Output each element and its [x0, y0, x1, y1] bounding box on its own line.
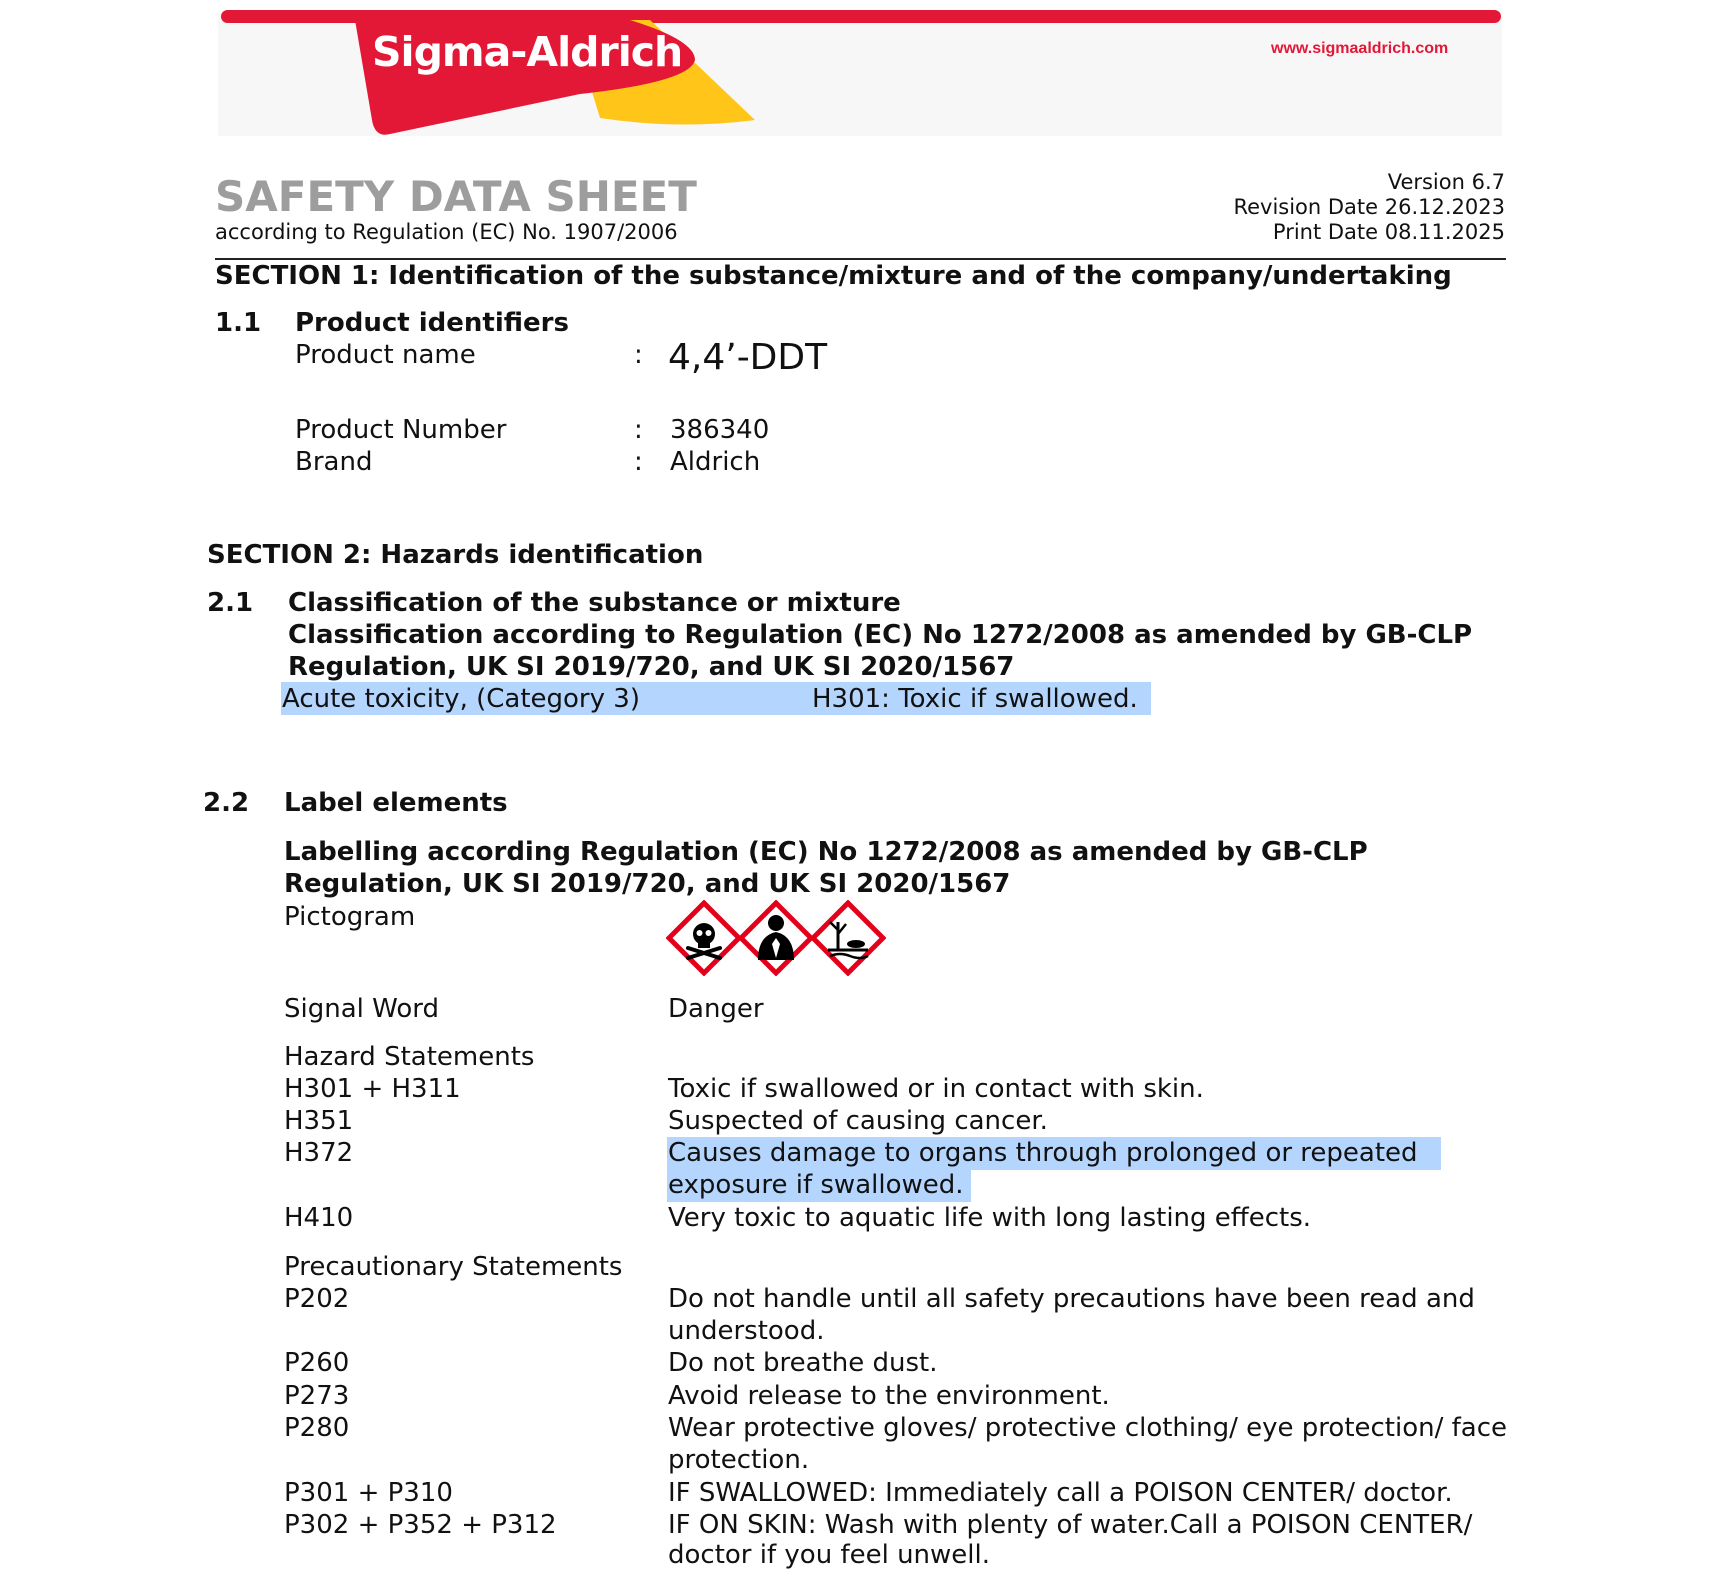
precaution-code: P260 [284, 1348, 350, 1378]
precaution-text: understood. [668, 1316, 825, 1346]
hazard-text: Toxic if swallowed or in contact with skin. [668, 1074, 1204, 1104]
signal-word-value: Danger [668, 994, 764, 1024]
section2-1-number: 2.1 [207, 588, 254, 618]
section2-1-title: Classification of the substance or mixture [288, 588, 901, 618]
hazard-code: H301 + H311 [284, 1074, 461, 1104]
precaution-text: Do not handle until all safety precautions have been read and [668, 1284, 1475, 1314]
hazard-text: exposure if swallowed. [668, 1170, 964, 1200]
pictogram-label: Pictogram [284, 902, 416, 932]
regulation-line: according to Regulation (EC) No. 1907/2006 [215, 220, 678, 244]
precaution-text: IF ON SKIN: Wash with plenty of water.Call a POISON CENTER/ [668, 1510, 1473, 1540]
section2-heading: SECTION 2: Hazards identification [207, 540, 704, 570]
section1-1-title: Product identifiers [295, 308, 569, 338]
precaution-text: Do not breathe dust. [668, 1348, 938, 1378]
header-divider [215, 258, 1506, 260]
section1-heading: SECTION 1: Identification of the substance/mixture and of the company/undertaking [215, 261, 1452, 291]
health-hazard-icon [738, 900, 814, 976]
product-name-value: 4,4’-DDT [668, 337, 828, 378]
print-date: Print Date 08.11.2025 [1272, 220, 1505, 244]
precaution-text: doctor if you feel unwell. [668, 1540, 991, 1570]
product-number-value: 386340 [670, 415, 770, 445]
product-number-colon: : [634, 415, 643, 445]
brand-colon: : [634, 447, 643, 477]
hazard-code: H410 [284, 1203, 354, 1233]
precaution-text: Avoid release to the environment. [668, 1381, 1110, 1411]
precautionary-statements-heading: Precautionary Statements [284, 1252, 623, 1282]
brand-value: Aldrich [670, 447, 761, 477]
classification-regulation-line2: Regulation, UK SI 2019/720, and UK SI 2020/1567 [288, 652, 1015, 682]
classification-label: Acute toxicity, (Category 3) [282, 684, 640, 714]
section1-1-number: 1.1 [215, 308, 262, 338]
precaution-code: P280 [284, 1413, 350, 1443]
precaution-text: protection. [668, 1445, 810, 1475]
signal-word-label: Signal Word [284, 994, 439, 1024]
hazard-text: Suspected of causing cancer. [668, 1106, 1048, 1136]
hazard-text: Very toxic to aquatic life with long lasting effects. [668, 1203, 1312, 1233]
environment-hazard-icon [810, 900, 886, 976]
section2-2-title: Label elements [284, 788, 508, 818]
brand-label: Brand [295, 447, 373, 477]
classification-regulation-line1: Classification according to Regulation (EC) No 1272/2008 as amended by GB-CLP [288, 620, 1473, 650]
hazard-code: H372 [284, 1138, 354, 1168]
skull-crossbones-icon [666, 900, 742, 976]
section2-2-number: 2.2 [203, 788, 250, 818]
precaution-code: P302 + P352 + P312 [284, 1510, 557, 1540]
classification-value: H301: Toxic if swallowed. [812, 684, 1138, 714]
product-number-label: Product Number [295, 415, 507, 445]
website-link[interactable]: www.sigmaaldrich.com [1271, 40, 1449, 57]
precaution-text: Wear protective gloves/ protective clothing/ eye protection/ face [668, 1413, 1508, 1443]
precaution-text: IF SWALLOWED: Immediately call a POISON CENTER/ doctor. [668, 1478, 1453, 1508]
product-name-colon: : [634, 340, 643, 370]
precaution-code: P202 [284, 1284, 350, 1314]
precaution-code: P301 + P310 [284, 1478, 453, 1508]
document-title: SAFETY DATA SHEET [215, 172, 697, 221]
product-name-label: Product name [295, 340, 476, 370]
revision-date: Revision Date 26.12.2023 [1233, 195, 1505, 219]
labelling-regulation-line2: Regulation, UK SI 2019/720, and UK SI 2020/1567 [284, 869, 1011, 899]
hazard-statements-heading: Hazard Statements [284, 1042, 535, 1072]
hazard-text: Causes damage to organs through prolonged or repeated [668, 1138, 1418, 1168]
precaution-code: P273 [284, 1381, 350, 1411]
hazard-code: H351 [284, 1106, 354, 1136]
labelling-regulation-line1: Labelling according Regulation (EC) No 1272/2008 as amended by GB-CLP [284, 837, 1368, 867]
version: Version 6.7 [1387, 170, 1505, 194]
brand-name: Sigma-Aldrich [372, 28, 683, 76]
